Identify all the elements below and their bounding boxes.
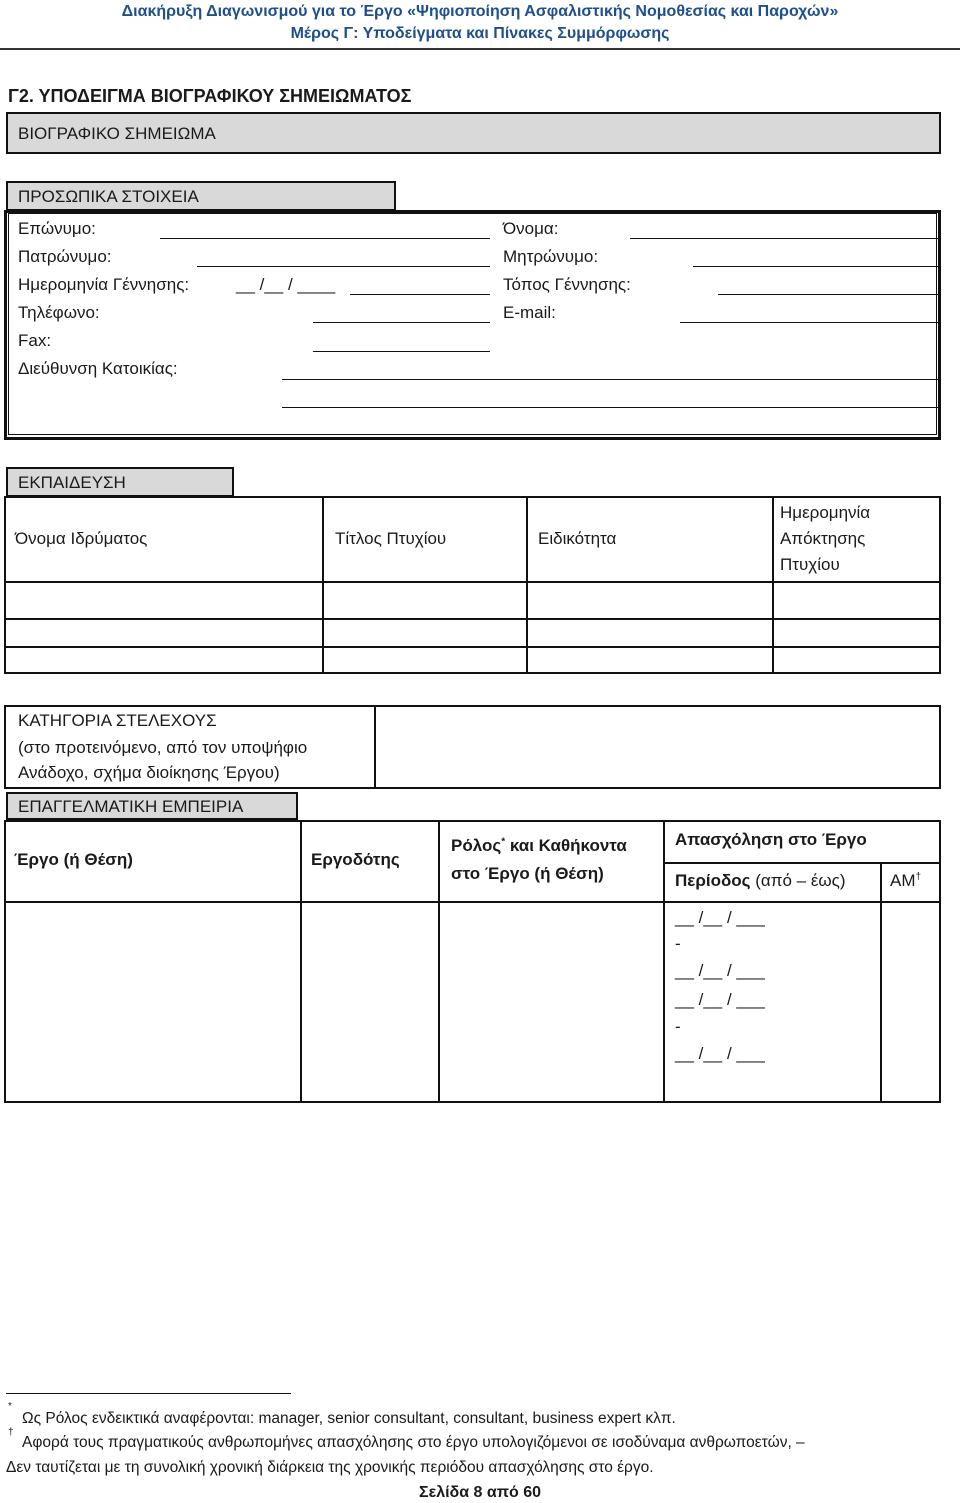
edu-col-degree: Τίτλος Πτυχίου bbox=[335, 529, 447, 548]
category-line1: ΚΑΤΗΓΟΡΙΑ ΣΤΕΛΕΧΟΥΣ bbox=[18, 711, 217, 730]
cv-title-bar bbox=[6, 112, 941, 154]
exp-col-sep-4 bbox=[880, 862, 882, 1103]
exp-date-from-2[interactable]: __ /__ / ___ bbox=[675, 990, 765, 1009]
page-number: Σελίδα 8 από 60 bbox=[419, 1484, 541, 1501]
address-label: Διεύθυνση Κατοικίας: bbox=[18, 359, 178, 378]
edu-row-sep-3 bbox=[4, 646, 941, 648]
exp-col-role-word: Ρόλος bbox=[451, 836, 502, 855]
category-value-box[interactable] bbox=[374, 705, 941, 789]
exp-col-sep-2 bbox=[438, 820, 440, 1103]
phone-label: Τηλέφωνο: bbox=[18, 303, 100, 322]
exp-am-label: ΑΜ bbox=[890, 871, 916, 890]
exp-col-role-l1 bbox=[451, 836, 627, 856]
footnote3-text: Δεν ταυτίζεται με τη συνολική χρονική διάρκεια της χρονικής περιόδου απασχόλησης στο έργο. bbox=[6, 1459, 654, 1476]
address-field-2[interactable] bbox=[282, 407, 939, 408]
edu-col-date-l1: Ημερομηνία bbox=[780, 503, 871, 522]
personal-heading-tab bbox=[6, 181, 396, 211]
exp-dash-2: - bbox=[675, 1017, 681, 1036]
email-field[interactable] bbox=[680, 322, 939, 323]
experience-heading: ΕΠΑΓΓΕΛΜΑΤΙΚΗ ΕΜΠΕΙΡΙΑ bbox=[18, 797, 244, 816]
edu-col-specialty: Ειδικότητα bbox=[538, 529, 617, 548]
exp-am-footnote-mark: † bbox=[915, 871, 922, 883]
personal-heading: ΠΡΟΣΩΠΙΚΑ ΣΤΟΙΧΕΙΑ bbox=[18, 187, 199, 206]
exp-col-period bbox=[675, 871, 846, 891]
edu-row-sep-1 bbox=[4, 581, 941, 583]
exp-col-am bbox=[890, 871, 921, 891]
exp-col-employment: Απασχόληση στο Έργο bbox=[675, 830, 867, 849]
exp-period-bold: Περίοδος bbox=[675, 871, 751, 890]
father-name-label: Πατρώνυμο: bbox=[18, 247, 112, 266]
edu-col-date-l3: Πτυχίου bbox=[780, 555, 840, 574]
exp-header-sep bbox=[4, 901, 941, 903]
exp-col-sep-1 bbox=[300, 820, 302, 1103]
fax-field[interactable] bbox=[313, 351, 490, 352]
footnote2-mark: † bbox=[8, 1427, 14, 1438]
mother-name-field[interactable] bbox=[693, 266, 939, 267]
fax-label: Fax: bbox=[18, 331, 52, 350]
category-label-box bbox=[4, 705, 376, 789]
email-label: E-mail: bbox=[503, 303, 556, 322]
exp-date-from-1[interactable]: __ /__ / ___ bbox=[675, 908, 765, 927]
exp-col-role-l2: στο Έργο (ή Θέση) bbox=[451, 864, 604, 883]
phone-field[interactable] bbox=[313, 322, 490, 323]
name-field[interactable] bbox=[630, 238, 939, 239]
edu-row-sep-2 bbox=[4, 618, 941, 620]
birth-place-field[interactable] bbox=[718, 294, 939, 295]
cv-title: ΒΙΟΓΡΑΦΙΚΟ ΣΗΜΕΙΩΜΑ bbox=[18, 124, 216, 143]
birth-date-label: Ημερομηνία Γέννησης: bbox=[18, 275, 190, 294]
surname-field[interactable] bbox=[160, 238, 490, 239]
exp-date-to-2[interactable]: __ /__ / ___ bbox=[675, 1044, 765, 1063]
exp-role-footnote-mark: * bbox=[501, 836, 506, 848]
birth-date-field-rest bbox=[350, 294, 490, 295]
exp-col-project: Έργο (ή Θέση) bbox=[14, 850, 133, 869]
footnote-separator bbox=[6, 1393, 291, 1394]
education-heading: ΕΚΠΑΙΔΕΥΣΗ bbox=[18, 473, 126, 492]
personal-box-inner bbox=[8, 213, 937, 435]
exp-col-role-duties: και Καθήκοντα bbox=[505, 836, 627, 855]
father-name-field[interactable] bbox=[197, 266, 490, 267]
education-heading-tab bbox=[6, 467, 234, 497]
footnote1-mark: * bbox=[8, 1401, 12, 1412]
footnote1-text: Ως Ρόλος ενδεικτικά αναφέρονται: manager, senior consultant, consultant, business expert κλπ. bbox=[22, 1410, 676, 1427]
category-line3: Ανάδοχο, σχήμα διοίκησης Έργου) bbox=[18, 763, 280, 782]
header-title-line1: Διακήρυξη Διαγωνισμού για το Έργο «Ψηφιοποίηση Ασφαλιστικής Νομοθεσίας και Παροχών» bbox=[121, 3, 839, 20]
header-title-line2: Μέρος Γ: Υποδείγματα και Πίνακες Συμμόρφωσης bbox=[290, 25, 670, 42]
exp-date-to-1[interactable]: __ /__ / ___ bbox=[675, 961, 765, 980]
exp-subheader-sep bbox=[663, 862, 941, 864]
footnote2-text: Αφορά τους πραγματικούς ανθρωπομήνες απασχόλησης στο έργο υπολογιζόμενοι σε ισοδύναμα ανθρωποετών, – bbox=[22, 1434, 805, 1451]
experience-heading-tab bbox=[6, 792, 298, 820]
category-line2: (στο προτεινόμενο, από τον υποψήφιο bbox=[18, 738, 308, 757]
mother-name-label: Μητρώνυμο: bbox=[503, 247, 599, 266]
exp-col-employer: Εργοδότης bbox=[311, 850, 400, 869]
birth-date-blank[interactable]: __ /__ / ____ bbox=[236, 275, 336, 294]
exp-dash-1: - bbox=[675, 934, 681, 953]
header-divider bbox=[0, 48, 960, 50]
address-field-1[interactable] bbox=[282, 379, 939, 380]
birth-place-label: Τόπος Γέννησης: bbox=[503, 275, 631, 294]
exp-period-rest: (από – έως) bbox=[750, 871, 846, 890]
surname-label: Επώνυμο: bbox=[18, 219, 96, 238]
section-title: Γ2. ΥΠΟΔΕΙΓΜΑ ΒΙΟΓΡΑΦΙΚΟΥ ΣΗΜΕΙΩΜΑΤΟΣ bbox=[8, 86, 412, 106]
edu-col-date-l2: Απόκτησης bbox=[780, 529, 866, 548]
name-label: Όνομα: bbox=[503, 219, 559, 238]
edu-col-institution: Όνομα Ιδρύματος bbox=[15, 529, 148, 548]
